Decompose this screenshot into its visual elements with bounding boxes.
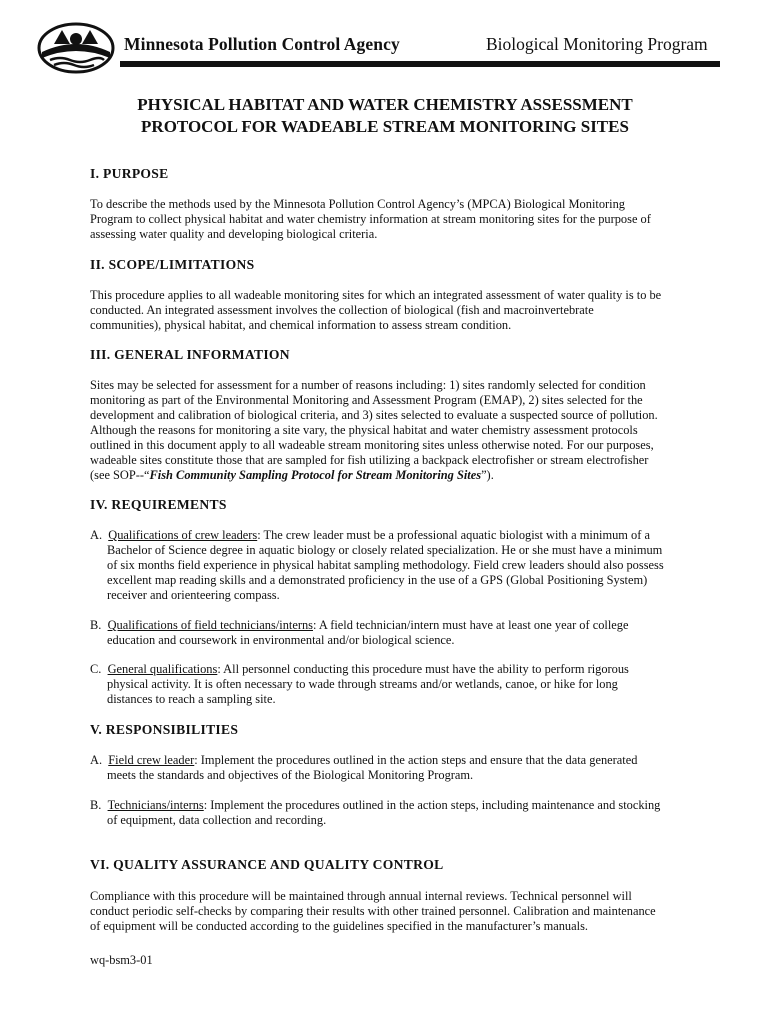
requirement-b [90, 618, 690, 648]
paragraph-line: of equipment will be conducted according to the guidelines specified in the manufacturer’s manuals. [90, 919, 588, 933]
document-id: wq-bsm3-01 [90, 953, 153, 967]
item-marker: A. [90, 753, 103, 767]
paragraph-line [90, 468, 690, 483]
scope-paragraph [90, 288, 690, 333]
mpca-logo-icon [36, 22, 116, 74]
sop-prefix: (see SOP--“ [90, 468, 150, 482]
item-label: Technicians/interns [107, 798, 204, 812]
sop-reference: Fish Community Sampling Protocol for Stream Monitoring Sites [149, 468, 482, 482]
paragraph-line: assessing water quality and developing biological criteria. [90, 227, 378, 241]
purpose-paragraph [90, 197, 690, 242]
item-line: education and coursework in environmental and/or biological science. [107, 633, 455, 647]
paragraph-line: monitoring as part of the Environmental Monitoring and Assessment Program (EMAP), 2) sites selected for the [90, 393, 643, 407]
item-line: physical activity. It is often necessary to wade through streams and/or wetlands, canoe, or hike for long [107, 677, 618, 691]
item-line: Bachelor of Science degree in aquatic biology or closely related specialization. He or she must have a minimum [107, 543, 663, 557]
item-label: General qualifications [107, 662, 218, 676]
item-text: : Implement the procedures outlined in the action steps and ensure that the data generated [194, 753, 638, 767]
agency-name: Minnesota Pollution Control Agency [124, 34, 400, 54]
item-line: of equipment, data collection and recording. [107, 813, 327, 827]
requirements-heading: IV. REQUIREMENTS [90, 497, 227, 512]
item-text: : All personnel conducting this procedure must have the ability to perform rigorous [217, 662, 629, 676]
item-label: Qualifications of field technicians/interns [107, 618, 313, 632]
paragraph-line: conducted. An integrated assessment involves the collection of biological (fish and macroinvertebrate [90, 303, 594, 317]
responsibilities-heading: V. RESPONSIBILITIES [90, 722, 239, 737]
responsibility-a [90, 753, 690, 783]
program-name: Biological Monitoring Program [486, 34, 708, 54]
purpose-heading: I. PURPOSE [90, 166, 169, 181]
item-text: : Implement the procedures outlined in the action steps, including maintenance and stocking [203, 798, 661, 812]
item-line: of six months field experience in physical habitat sampling methodology. Field crew leaders should also possess [107, 558, 664, 572]
item-label: Field crew leader [108, 753, 195, 767]
item-line: receiver and orienteering compass. [107, 588, 280, 602]
item-line: distances to reach a sampling site. [107, 692, 276, 706]
paragraph-line: This procedure applies to all wadeable monitoring sites for which an integrated assessment of water quality is to be [90, 288, 662, 302]
title-line-2: PROTOCOL FOR WADEABLE STREAM MONITORING SITES [141, 117, 629, 136]
item-text: : The crew leader must be a professional aquatic biologist with a minimum of a [257, 528, 650, 542]
title-line-1: PHYSICAL HABITAT AND WATER CHEMISTRY ASSESSMENT [137, 95, 633, 114]
header-rule [120, 61, 720, 67]
scope-heading: II. SCOPE/LIMITATIONS [90, 257, 255, 272]
paragraph-line: To describe the methods used by the Minnesota Pollution Control Agency’s (MPCA) Biological Monitoring [90, 197, 625, 211]
item-line: meets the standards and objectives of the Biological Monitoring Program. [107, 768, 474, 782]
sop-suffix: ”). [481, 468, 494, 482]
general-heading: III. GENERAL INFORMATION [90, 347, 290, 362]
qa-heading: VI. QUALITY ASSURANCE AND QUALITY CONTROL [90, 857, 444, 872]
requirement-a [90, 528, 690, 603]
item-marker: C. [90, 662, 102, 676]
requirement-c [90, 662, 690, 707]
document-title [40, 94, 730, 138]
paragraph-line: outlined in this document apply to all wadeable stream monitoring sites unless otherwise noted. For our purposes, [90, 438, 654, 452]
qa-paragraph [90, 889, 690, 934]
item-label: Qualifications of crew leaders [108, 528, 258, 542]
item-marker: B. [90, 798, 102, 812]
item-text: : A field technician/intern must have at least one year of college [313, 618, 629, 632]
paragraph-line: Compliance with this procedure will be maintained through annual internal reviews. Technical personnel will [90, 889, 632, 903]
paragraph-line: communities), physical habitat, and chemical information to assess stream condition. [90, 318, 512, 332]
responsibility-b [90, 798, 690, 828]
paragraph-line: Although the reasons for monitoring a site vary, the physical habitat and water chemistry assessment protocols [90, 423, 638, 437]
paragraph-line: Program to collect physical habitat and water chemistry information at stream monitoring sites for the purpose of [90, 212, 651, 226]
paragraph-line: conduct periodic self-checks by comparing their results with other trained personnel. Calibration and maintenance [90, 904, 656, 918]
paragraph-line: Sites may be selected for assessment for a number of reasons including: 1) sites randomly selected for condition [90, 378, 646, 392]
item-line: excellent map reading skills and a demonstrated proficiency in the use of a GPS (Global Positioning System) [107, 573, 648, 587]
item-marker: B. [90, 618, 102, 632]
paragraph-line: wadeable sites constitute those that are sampled for fish utilizing a backpack electrofisher or stream electrofisher [90, 453, 649, 467]
general-paragraph [90, 378, 690, 483]
paragraph-line: development and calibration of biological criteria, and 3) sites selected to evaluate a suspected source of pollution. [90, 408, 658, 422]
item-marker: A. [90, 528, 103, 542]
